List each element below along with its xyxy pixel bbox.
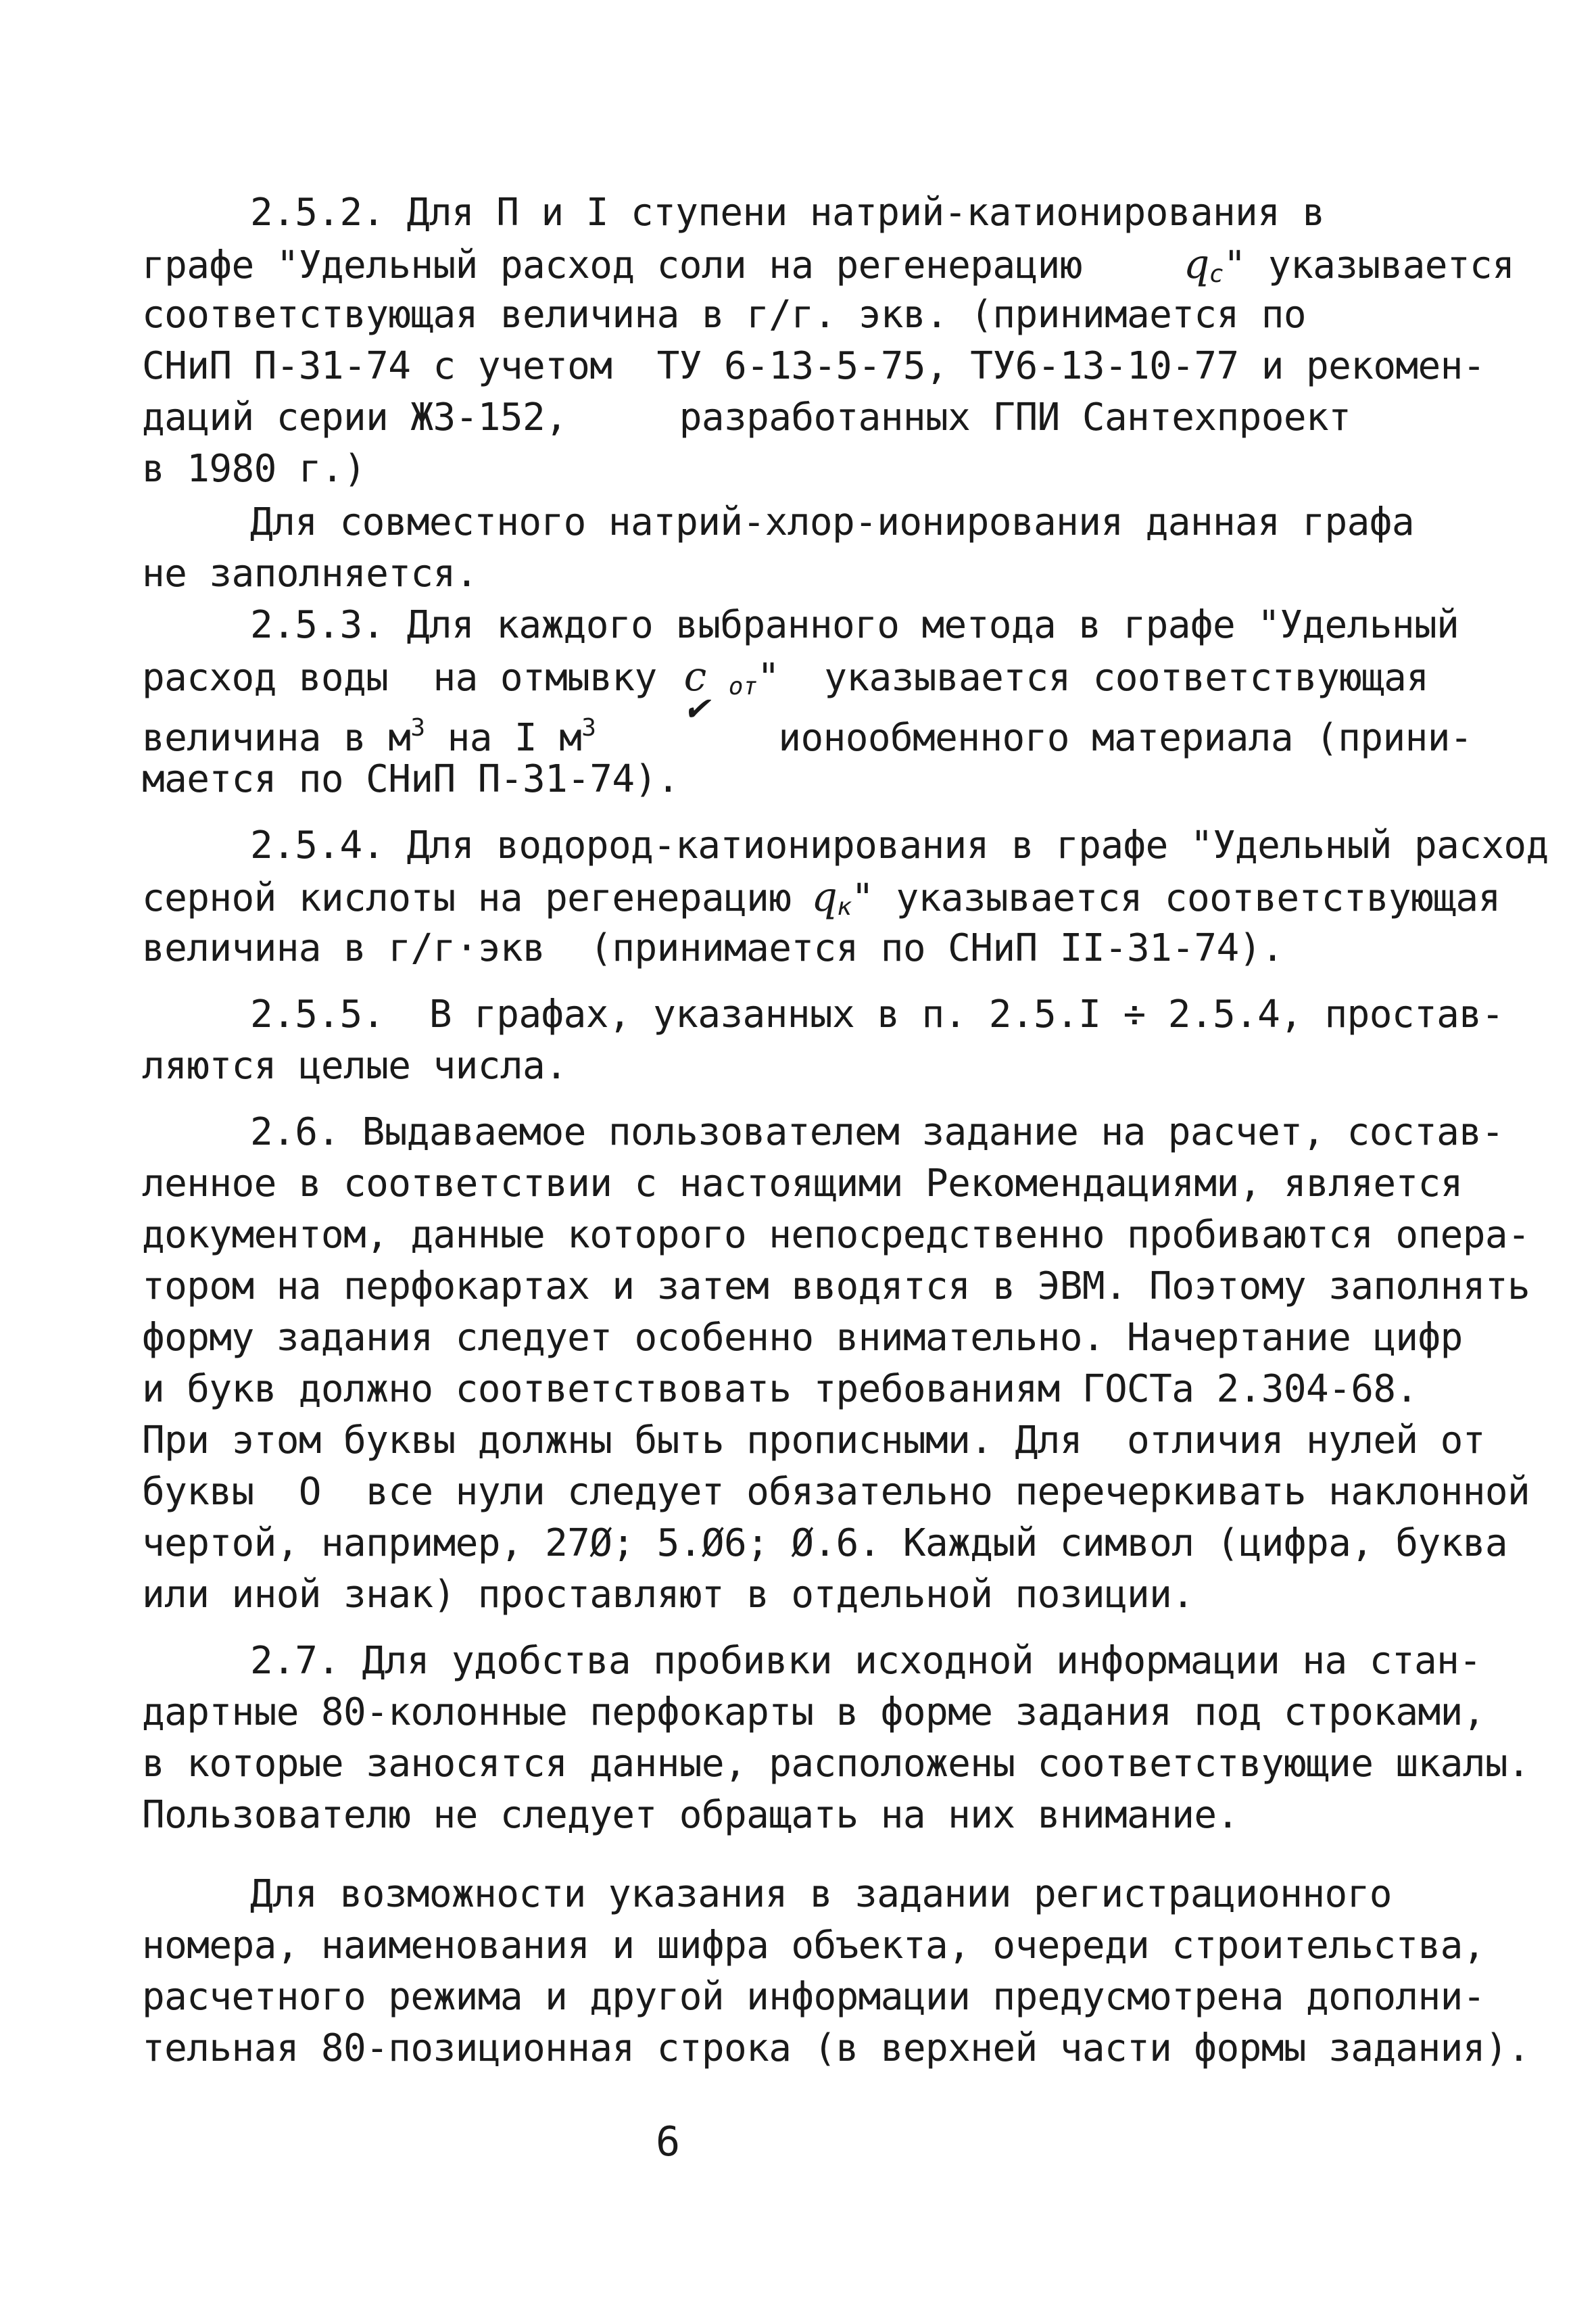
text-line: 2.5.2. Для П и I ступени натрий-катионирования в	[250, 191, 1325, 235]
text-line: буквы О все нули следует обязательно перечеркивать наклонной	[142, 1470, 1530, 1514]
text-line: величина в г/г·экв (принимается по СНиП II-31-74).	[142, 926, 1284, 970]
text-line: 2.6. Выдаваемое пользователем задание на расчет, состав-	[250, 1110, 1504, 1154]
text-line: и букв должно соответствовать требованиям ГОСТа 2.304-68.	[142, 1367, 1418, 1411]
text-line: чертой, например, 27Ø; 5.Ø6; Ø.6. Каждый символ (цифра, буква	[142, 1521, 1508, 1565]
text-line: серной кислоты на регенерацию qк" указывается соответствующая	[142, 874, 1501, 921]
text-line: или иной знак) проставляют в отдельной позиции.	[142, 1573, 1194, 1617]
handwritten-mark: ✔	[683, 690, 710, 728]
text-line: соответствующая величина в г/г. экв. (принимается по	[142, 293, 1306, 337]
text-line: Для возможности указания в задании регистрационного	[250, 1872, 1392, 1916]
handwritten-symbol: q	[811, 874, 838, 921]
text-line: расчетного режима и другой информации предусмотрена дополни-	[142, 1975, 1485, 2019]
text-line: Для совместного натрий-хлор-ионирования данная графа	[250, 500, 1414, 544]
text-line: графе "Удельный расход соли на регенерацию qc" указывается	[142, 241, 1515, 288]
text-line: 2.7. Для удобства пробивки исходной информации на стан-	[250, 1639, 1482, 1683]
text-line: 2.5.3. Для каждого выбранного метода в графе "Удельный	[250, 603, 1459, 647]
text-line: дартные 80-колонные перфокарты в форме задания под строками,	[142, 1690, 1485, 1734]
text-line: форму задания следует особенно внимательно. Начертание цифр	[142, 1316, 1463, 1360]
text-line: СНиП П-31-74 с учетом ТУ 6-13-5-75, ТУ6-13-10-77 и рекомен-	[142, 344, 1485, 388]
handwritten-symbol: c	[683, 653, 706, 700]
text-line: мается по СНиП П-31-74).	[142, 757, 679, 801]
text-line: величина в $м^3$ на I $м^3$ ионообменного материала (прини-	[142, 714, 1472, 760]
text-line: документом, данные которого непосредственно пробиваются опера-	[142, 1213, 1530, 1257]
text-line: ляются целые числа.	[142, 1044, 568, 1088]
text-line: не заполняется.	[142, 552, 478, 596]
text-line: тором на перфокартах и затем вводятся в ЭВМ. Поэтому заполнять	[142, 1264, 1530, 1308]
handwritten-symbol: q	[1183, 241, 1209, 288]
text-line: При этом буквы должны быть прописными. Для отличия нулей от	[142, 1418, 1485, 1462]
text-line: расход воды на отмывку c от" указывается соответствующая	[142, 653, 1429, 700]
text-line: ленное в соответствии с настоящими Рекомендациями, является	[142, 1162, 1463, 1206]
text-line: 2.5.4. Для водород-катионирования в графе "Удельный расход	[250, 824, 1549, 867]
text-line: номера, наименования и шифра объекта, очереди строительства,	[142, 1924, 1485, 1967]
text-line: 2.5.5. В графах, указанных в п. 2.5.I ÷ 2.5.4, простав-	[250, 993, 1504, 1036]
text-line: тельная 80-позиционная строка (в верхней части формы задания).	[142, 2026, 1530, 2070]
page-number: 6	[656, 2118, 681, 2166]
text-line: даций серии ЖЗ-152, разработанных ГПИ Сантехпроект	[142, 396, 1351, 439]
text-line: в которые заносятся данные, расположены соответствующие шкалы.	[142, 1742, 1530, 1786]
text-line: в 1980 г.)	[142, 447, 366, 491]
text-line: Пользователю не следует обращать на них внимание.	[142, 1793, 1239, 1837]
